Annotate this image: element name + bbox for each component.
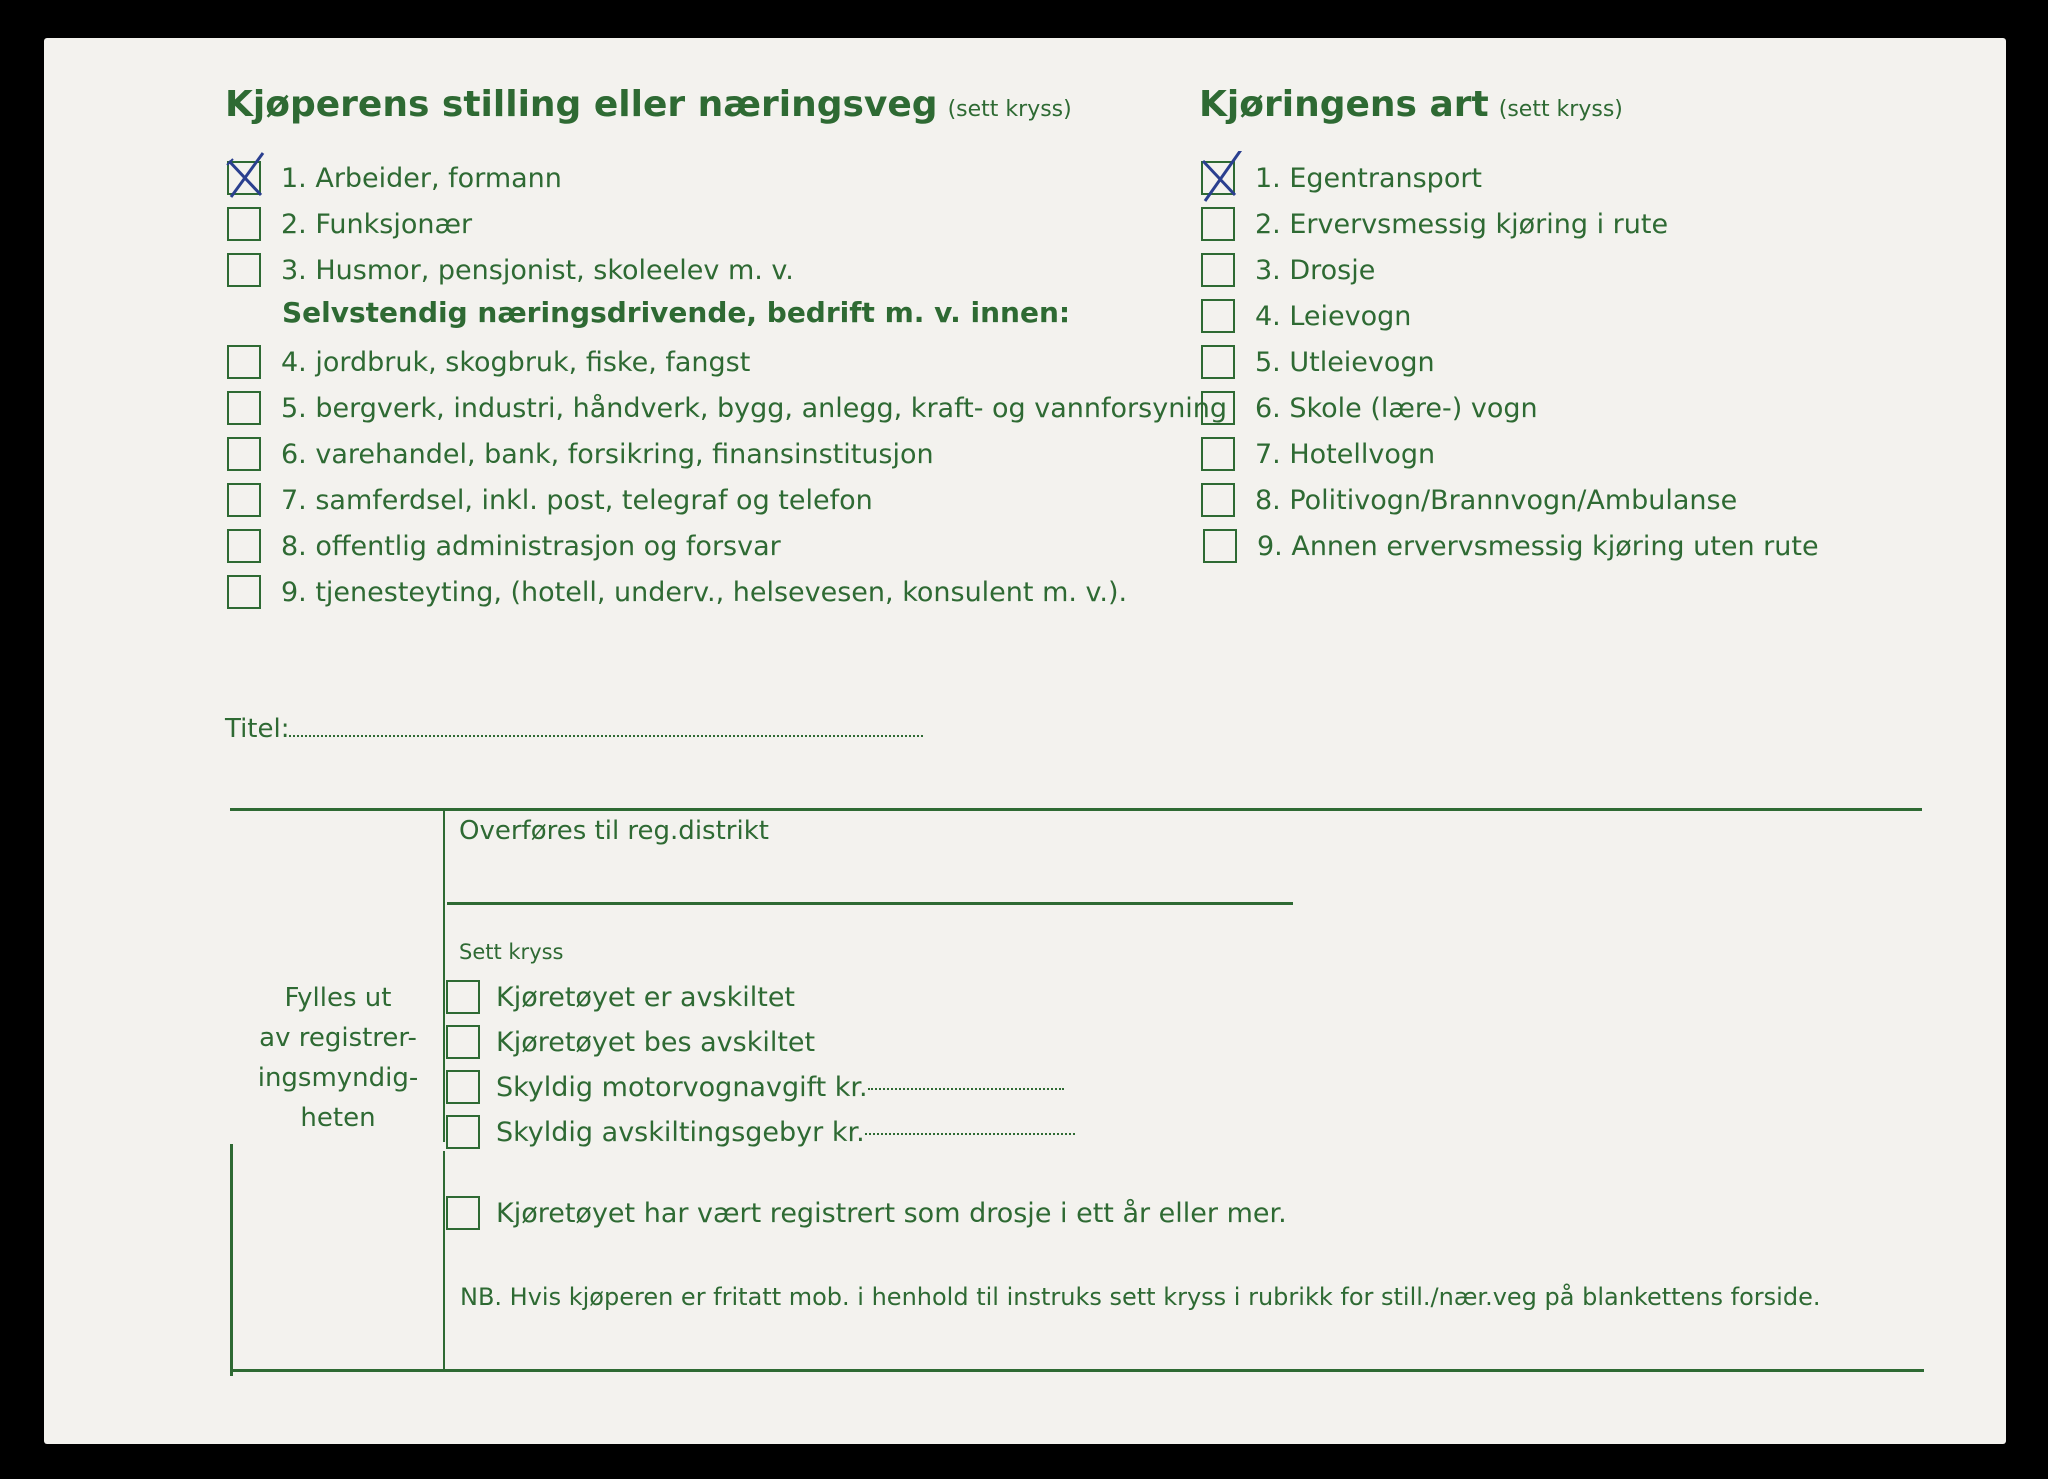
occupation-option-9[interactable] [227,572,1127,612]
occupation-checkbox-4[interactable] [227,345,261,379]
left-title-text: Kjøperens stilling eller næringsveg [225,84,938,125]
right-title-hint: (sett kryss) [1498,97,1623,122]
trip-type-checkbox-1[interactable] [1201,161,1235,195]
occupation-label-4: 4. jordbruk, skogbruk, fiske, fangst [281,346,751,378]
occupation-option-6[interactable] [227,434,934,474]
trip-type-checkbox-6[interactable] [1201,391,1235,425]
cross-mark-icon [1197,151,1245,203]
registry-check-label-3: Skyldig motorvognavgift kr. [496,1071,868,1103]
occupation-checkbox-1[interactable] [227,161,261,195]
form-sheet [44,38,2006,1444]
trip-type-option-2[interactable] [1201,204,1668,244]
registry-box-top-border [230,808,1922,811]
occupation-checkbox-2[interactable] [227,207,261,241]
occupation-option-3[interactable] [227,250,794,290]
trip-type-option-9[interactable] [1203,526,1819,566]
transfer-district-label: Overføres til reg.distrikt [459,816,769,846]
trip-type-option-8[interactable] [1201,480,1737,520]
trip-type-label-6: 6. Skole (lære-) vogn [1255,392,1538,424]
occupation-checkbox-3[interactable] [227,253,261,287]
occupation-label-3: 3. Husmor, pensjonist, skoleelev m. v. [281,254,794,286]
registry-check-4[interactable] [446,1112,1075,1152]
transfer-district-field[interactable] [447,902,1293,905]
occupation-option-4[interactable] [227,342,750,382]
trip-type-label-9: 9. Annen ervervsmessig kjøring uten rute [1257,530,1819,562]
occupation-checkbox-7[interactable] [227,483,261,517]
occupation-label-8: 8. offentlig administrasjon og forsvar [281,530,781,562]
registry-side-label [236,978,440,1138]
registry-check-2[interactable] [446,1022,815,1062]
occupation-label-5: 5. bergverk, industri, håndverk, bygg, anlegg, kraft- og vannforsyning [281,392,1228,424]
registry-box-divider-lower [443,1151,445,1371]
title-field[interactable] [225,714,923,744]
registry-checkbox-4[interactable] [446,1115,480,1149]
right-title-text: Kjøringens art [1199,84,1489,125]
registry-check-label-4: Skyldig avskiltingsgebyr kr. [496,1116,865,1148]
registry-check-1[interactable] [446,977,795,1017]
side-label-line-2: av registrer- [259,1023,417,1053]
right-section-title [1199,84,1623,125]
occupation-label-9: 9. tjenesteyting, (hotell, underv., helsevesen, konsulent m. v.). [281,576,1128,608]
trip-type-checkbox-9[interactable] [1203,529,1237,563]
registry-checkbox-2[interactable] [446,1025,480,1059]
trip-type-label-8: 8. Politivogn/Brannvogn/Ambulanse [1255,484,1738,516]
trip-type-checkbox-7[interactable] [1201,437,1235,471]
occupation-checkbox-8[interactable] [227,529,261,563]
sett-kryss-label: Sett kryss [459,940,564,964]
trip-type-checkbox-2[interactable] [1201,207,1235,241]
side-label-line-4: heten [300,1103,376,1133]
trip-type-label-1: 1. Egentransport [1255,162,1483,194]
title-field-label: Titel: [225,714,290,744]
registry-checkbox-1[interactable] [446,980,480,1014]
occupation-checkbox-9[interactable] [227,575,261,609]
drosje-check-label: Kjøretøyet har vært registrert som drosje i ett år eller mer. [496,1197,1287,1229]
occupation-option-5[interactable] [227,388,1227,428]
trip-type-option-3[interactable] [1201,250,1375,290]
occupation-option-2[interactable] [227,204,472,244]
trip-type-checkbox-8[interactable] [1201,483,1235,517]
drosje-check[interactable] [446,1193,1287,1233]
occupation-checkbox-6[interactable] [227,437,261,471]
occupation-checkbox-5[interactable] [227,391,261,425]
occupation-label-7: 7. samferdsel, inkl. post, telegraf og telefon [281,484,873,516]
trip-type-option-5[interactable] [1201,342,1435,382]
trip-type-option-4[interactable] [1201,296,1411,336]
occupation-option-8[interactable] [227,526,781,566]
plate-fee-amount-field[interactable] [865,1129,1075,1135]
left-title-hint: (sett kryss) [947,97,1072,122]
cross-mark-icon [223,151,271,203]
occupation-label-6: 6. varehandel, bank, forsikring, finansinstitusjon [281,438,934,470]
self-employed-subheading: Selvstendig næringsdrivende, bedrift m. v. innen: [282,296,1071,329]
occupation-label-2: 2. Funksjonær [281,208,473,240]
trip-type-checkbox-4[interactable] [1201,299,1235,333]
registry-box-divider [443,810,445,1142]
registry-box-left-border-lower [230,1144,233,1376]
registry-check-3[interactable] [446,1067,1064,1107]
trip-type-label-2: 2. Ervervsmessig kjøring i rute [1255,208,1669,240]
registry-box-bottom-border-lower [230,1369,1924,1372]
occupation-option-1[interactable] [227,158,562,198]
trip-type-option-1[interactable] [1201,158,1482,198]
occupation-label-1: 1. Arbeider, formann [281,162,562,194]
registry-checkbox-3[interactable] [446,1070,480,1104]
side-label-line-3: ingsmyndig- [257,1063,419,1093]
trip-type-checkbox-3[interactable] [1201,253,1235,287]
drosje-checkbox[interactable] [446,1196,480,1230]
trip-type-option-7[interactable] [1201,434,1435,474]
trip-type-label-4: 4. Leievogn [1255,300,1412,332]
side-label-line-1: Fylles ut [284,983,392,1013]
trip-type-label-3: 3. Drosje [1255,254,1376,286]
occupation-option-7[interactable] [227,480,873,520]
left-section-title [225,84,1072,125]
title-field-dotted-line[interactable] [289,731,923,737]
trip-type-label-7: 7. Hotellvogn [1255,438,1436,470]
motor-fee-amount-field[interactable] [868,1084,1064,1090]
trip-type-checkbox-5[interactable] [1201,345,1235,379]
exemption-note: NB. Hvis kjøperen er fritatt mob. i henhold til instruks sett kryss i rubrikk for still./nær.veg på blankettens forside. [460,1283,1821,1311]
registry-check-label-2: Kjøretøyet bes avskiltet [496,1026,816,1058]
trip-type-label-5: 5. Utleievogn [1255,346,1435,378]
trip-type-option-6[interactable] [1201,388,1538,428]
registry-check-label-1: Kjøretøyet er avskiltet [496,981,796,1013]
